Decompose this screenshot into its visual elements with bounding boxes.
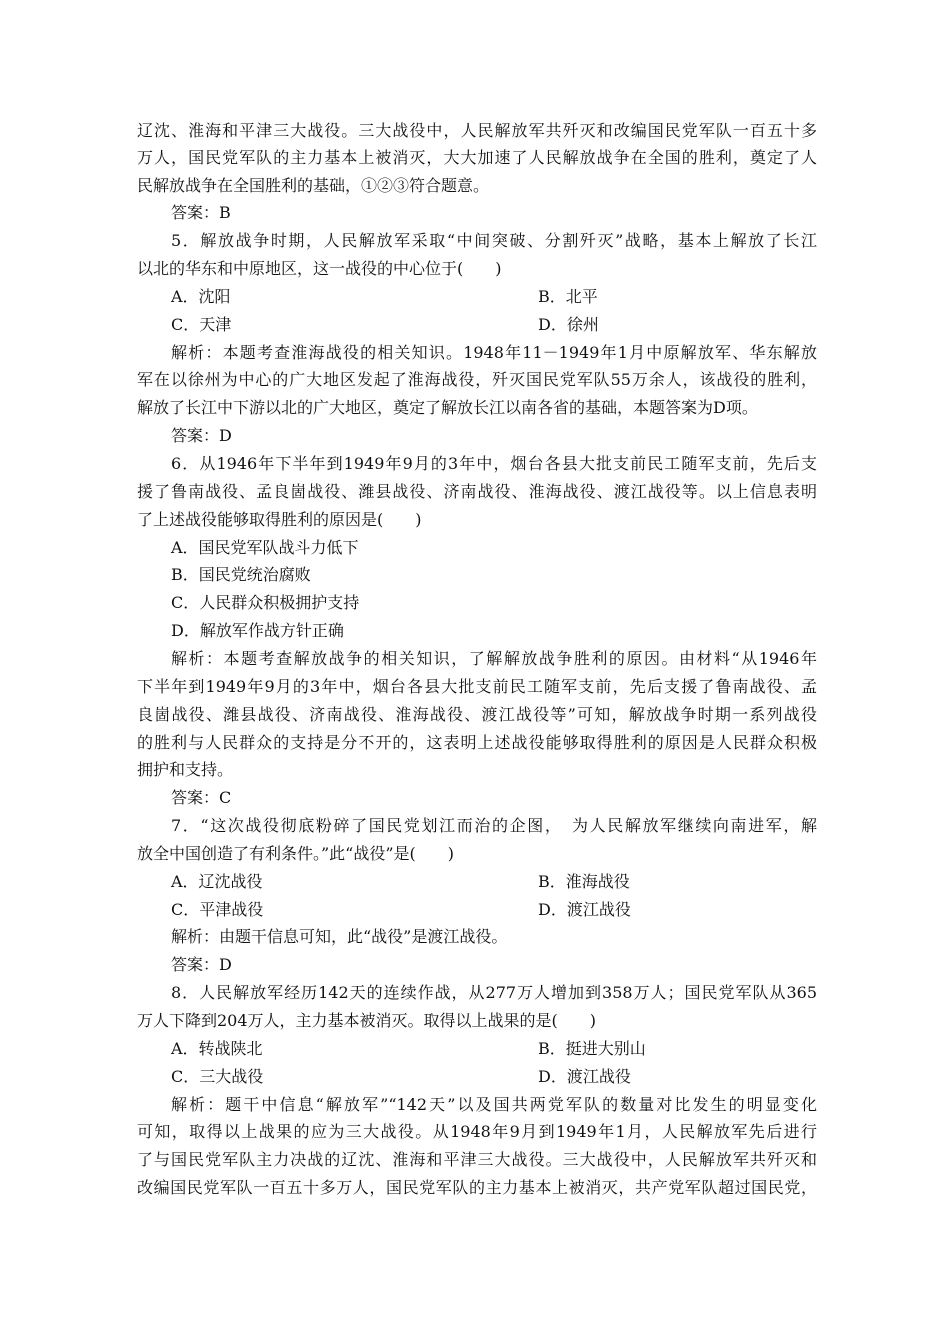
option-d: D．解放军作战方针正确 [171, 621, 344, 640]
question-7-stem: 放全中国创造了有利条件。”此“战役”是( ) [137, 844, 455, 863]
question-7-stem: 7．“这次战役彻底粉碎了国民党划江而治的企图， 为人民解放军继续向南进军，解 [171, 816, 817, 835]
analysis-line: 良崮战役、潍县战役、济南战役、淮海战役、渡江战役等”可知，解放战争时期一系列战役 [137, 705, 817, 724]
analysis-line: 解析：题干中信息“解放军”“142天”以及国共两党军队的数量对比发生的明显变化 [171, 1095, 817, 1114]
text-line: 辽沈、淮海和平津三大战役。三大战役中，人民解放军共歼灭和改编国民党军队一百五十多 [137, 121, 817, 140]
text-line: 万人，国民党军队的主力基本上被消灭，大大加速了人民解放战争在全国的胜利，奠定了人 [137, 148, 817, 167]
text-line: 民解放战争在全国胜利的基础，①②③符合题意。 [137, 176, 490, 195]
option-b: B．北平 [538, 287, 598, 306]
option-a: A．国民党军队战斗力低下 [171, 538, 359, 557]
option-d: D．渡江战役 [538, 900, 631, 919]
question-5-stem: 5．解放战争时期，人民解放军采取“中间突破、分割歼灭”战略，基本上解放了长江 [171, 231, 817, 250]
answer-line: 答案：D [171, 426, 232, 445]
question-8-stem: 8．人民解放军经历142天的连续作战，从277万人增加到358万人；国民党军队从365 [171, 983, 817, 1002]
question-8-stem: 万人下降到204万人，主力基本被消灭。取得以上战果的是( ) [137, 1011, 597, 1030]
option-c: C．人民群众积极拥护支持 [171, 593, 360, 612]
analysis-line: 可知，取得以上战果的应为三大战役。从1948年9月到1949年1月，人民解放军先后进行 [137, 1122, 817, 1141]
analysis-line: 解析：本题考查解放战争的相关知识，了解解放战争胜利的原因。由材料“从1946年 [171, 649, 817, 668]
analysis-line: 解析：由题干信息可知，此“战役”是渡江战役。 [171, 927, 508, 946]
analysis-line: 了与国民党军队主力决战的辽沈、淮海和平津三大战役。三大战役中，人民解放军共歼灭和 [137, 1150, 817, 1169]
analysis-line: 的胜利与人民群众的支持是分不开的，这表明上述战役能够取得胜利的原因是人民群众积极 [137, 733, 817, 752]
answer-line: 答案：B [171, 203, 231, 222]
analysis-line: 拥护和支持。 [137, 760, 234, 779]
question-6-stem: 6．从1946年下半年到1949年9月的3年中，烟台各县大批支前民工随军支前，先后支 [171, 454, 817, 473]
analysis-line: 解放了长江中下游以北的广大地区，奠定了解放长江以南各省的基础，本题答案为D项。 [137, 398, 758, 417]
option-c: C．平津战役 [171, 900, 264, 919]
option-a: A．转战陕北 [171, 1039, 263, 1058]
option-b: B．淮海战役 [538, 872, 630, 891]
question-6-stem: 了上述战役能够取得胜利的原因是( ) [137, 510, 422, 529]
option-a: A．辽沈战役 [171, 872, 263, 891]
option-c: C．三大战役 [171, 1067, 264, 1086]
analysis-line: 军在以徐州为中心的广大地区发起了淮海战役，歼灭国民党军队55万余人，该战役的胜利， [137, 370, 817, 389]
question-5-stem: 以北的华东和中原地区，这一战役的中心位于( ) [137, 259, 502, 278]
analysis-line: 改编国民党军队一百五十多万人，国民党军队的主力基本上被消灭，共产党军队超过国民党， [137, 1178, 817, 1197]
analysis-line: 下半年到1949年9月的3年中，烟台各县大批支前民工随军支前，先后支援了鲁南战役、孟 [137, 677, 817, 696]
option-d: D．徐州 [538, 315, 599, 334]
answer-line: 答案：C [171, 788, 232, 807]
question-6-stem: 援了鲁南战役、孟良崮战役、潍县战役、济南战役、淮海战役、渡江战役等。以上信息表明 [137, 482, 817, 501]
option-b: B．挺进大别山 [538, 1039, 646, 1058]
option-b: B．国民党统治腐败 [171, 565, 311, 584]
option-c: C．天津 [171, 315, 232, 334]
analysis-line: 解析：本题考查淮海战役的相关知识。1948年11－1949年1月中原解放军、华东解放 [171, 343, 817, 362]
option-d: D．渡江战役 [538, 1067, 631, 1086]
answer-line: 答案：D [171, 955, 232, 974]
option-a: A．沈阳 [171, 287, 231, 306]
